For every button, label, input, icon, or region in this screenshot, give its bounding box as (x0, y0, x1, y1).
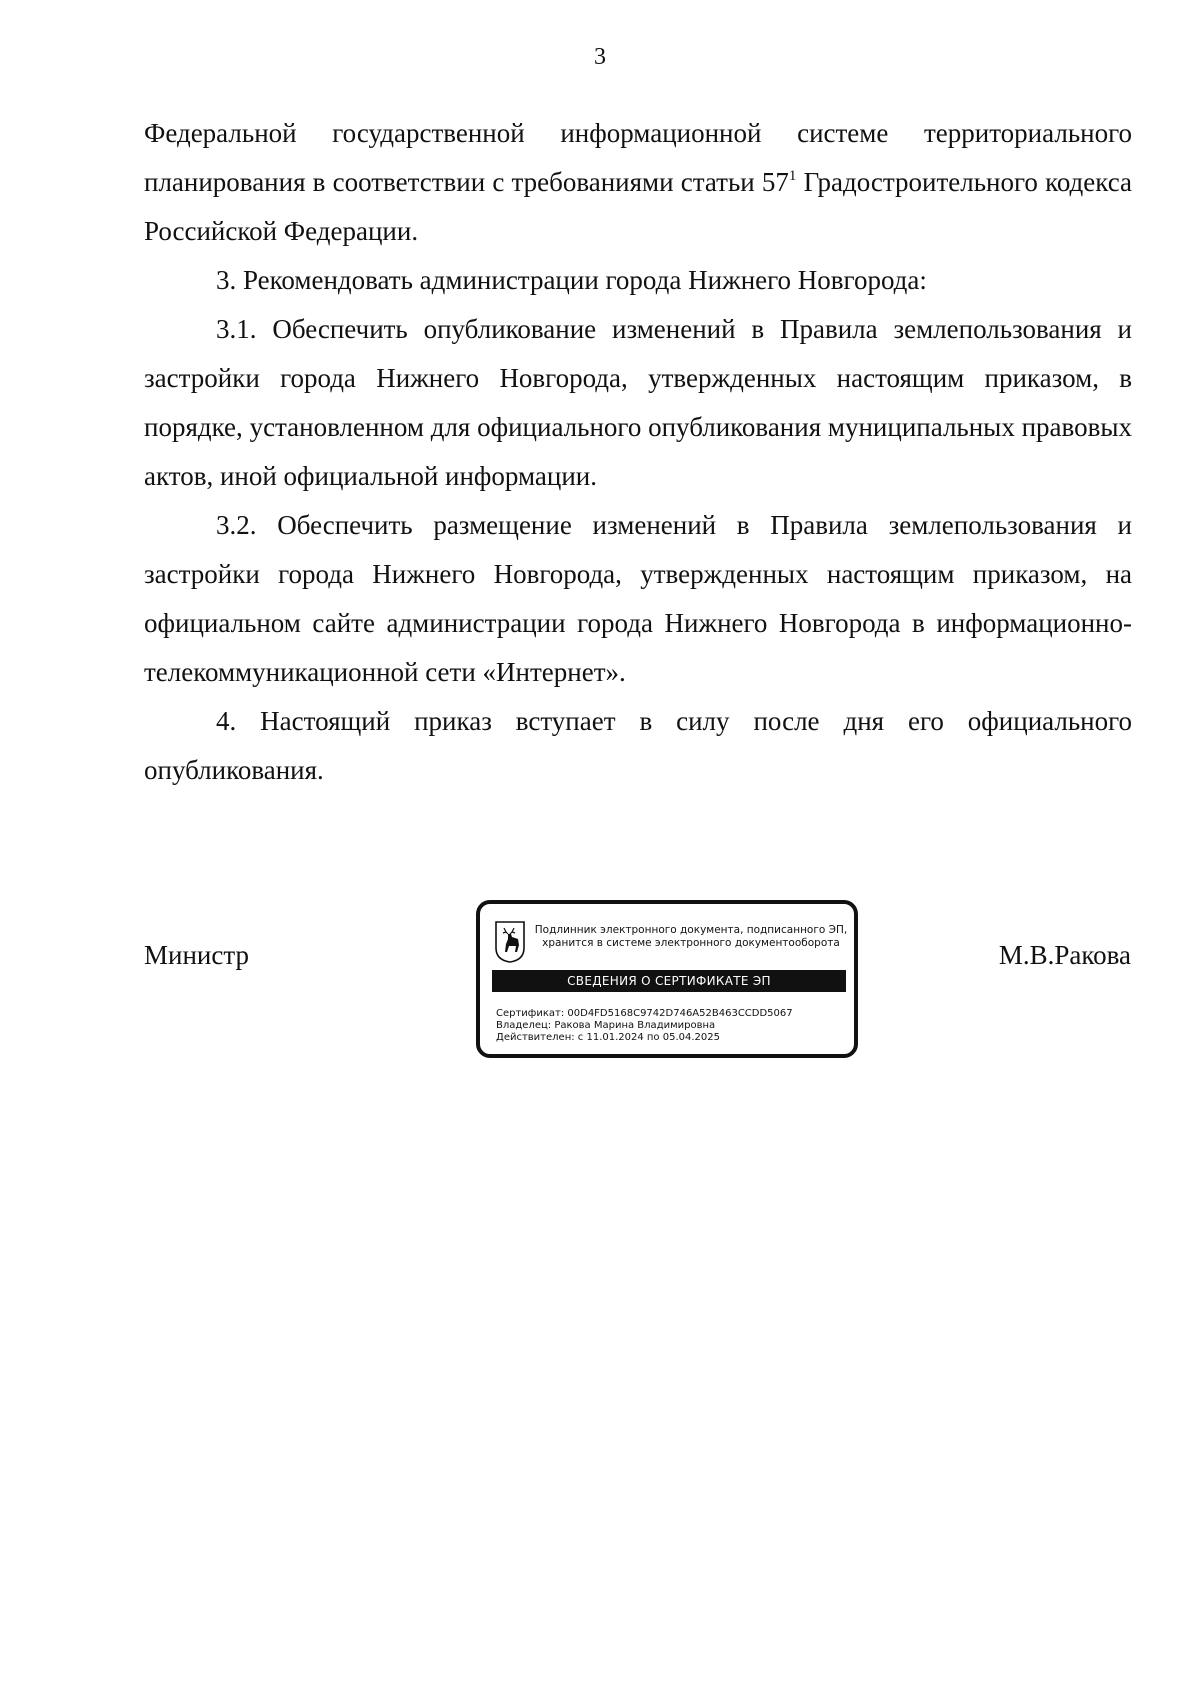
page-number: 3 (594, 44, 606, 70)
stamp-details (496, 1008, 846, 1044)
paragraph-2: 3. Рекомендовать администрации города Нижнего Новгорода: (216, 265, 927, 295)
deer-coat-of-arms-icon (494, 920, 526, 964)
stamp-owner: Владелец: Ракова Марина Владимировна (496, 1020, 716, 1031)
signer-position: Министр (144, 940, 249, 970)
paragraph-4: 3.2. Обеспечить размещение изменений в Правила землепользования и застройки города Нижнего Новгорода, утвержденных настоящим приказом, на официальном сайте администрации города Нижнего Новгорода в информационно-телекоммуникационной сети «Интернет». (144, 510, 1132, 687)
document-body (144, 109, 1132, 795)
stamp-title-bar: СВЕДЕНИЯ О СЕРТИФИКАТЕ ЭП (492, 970, 846, 992)
stamp-header (530, 924, 852, 950)
paragraph-5: 4. Настоящий приказ вступает в силу после дня его официального опубликования. (144, 706, 1132, 785)
paragraph-1 (144, 109, 1132, 256)
electronic-signature-stamp (476, 900, 858, 1058)
stamp-certificate: Сертификат: 00D4FD5168C9742D746A52B463CCDD5067 (496, 1008, 793, 1019)
paragraph-1-text-end: Градостроительного кодекса Российской Федерации. (144, 167, 1132, 246)
stamp-header-line-2: хранится в системе электронного документооборота (542, 937, 840, 949)
superscript-article-index: 1 (788, 168, 797, 184)
paragraph-1-text: Федеральной государственной информационной системе территориального планирования в соответствии с требованиями статьи 57 (144, 118, 1132, 197)
stamp-header-line-1: Подлинник электронного документа, подписанного ЭП, (534, 924, 848, 936)
paragraph-3: 3.1. Обеспечить опубликование изменений в Правила землепользования и застройки города Нижнего Новгорода, утвержденных настоящим приказом, в порядке, установленном для официального опубликования муниципальных правовых актов, иной официальной информации. (144, 314, 1132, 491)
signer-name: М.В.Ракова (998, 940, 1131, 970)
stamp-validity: Действителен: с 11.01.2024 по 05.04.2025 (496, 1032, 720, 1043)
